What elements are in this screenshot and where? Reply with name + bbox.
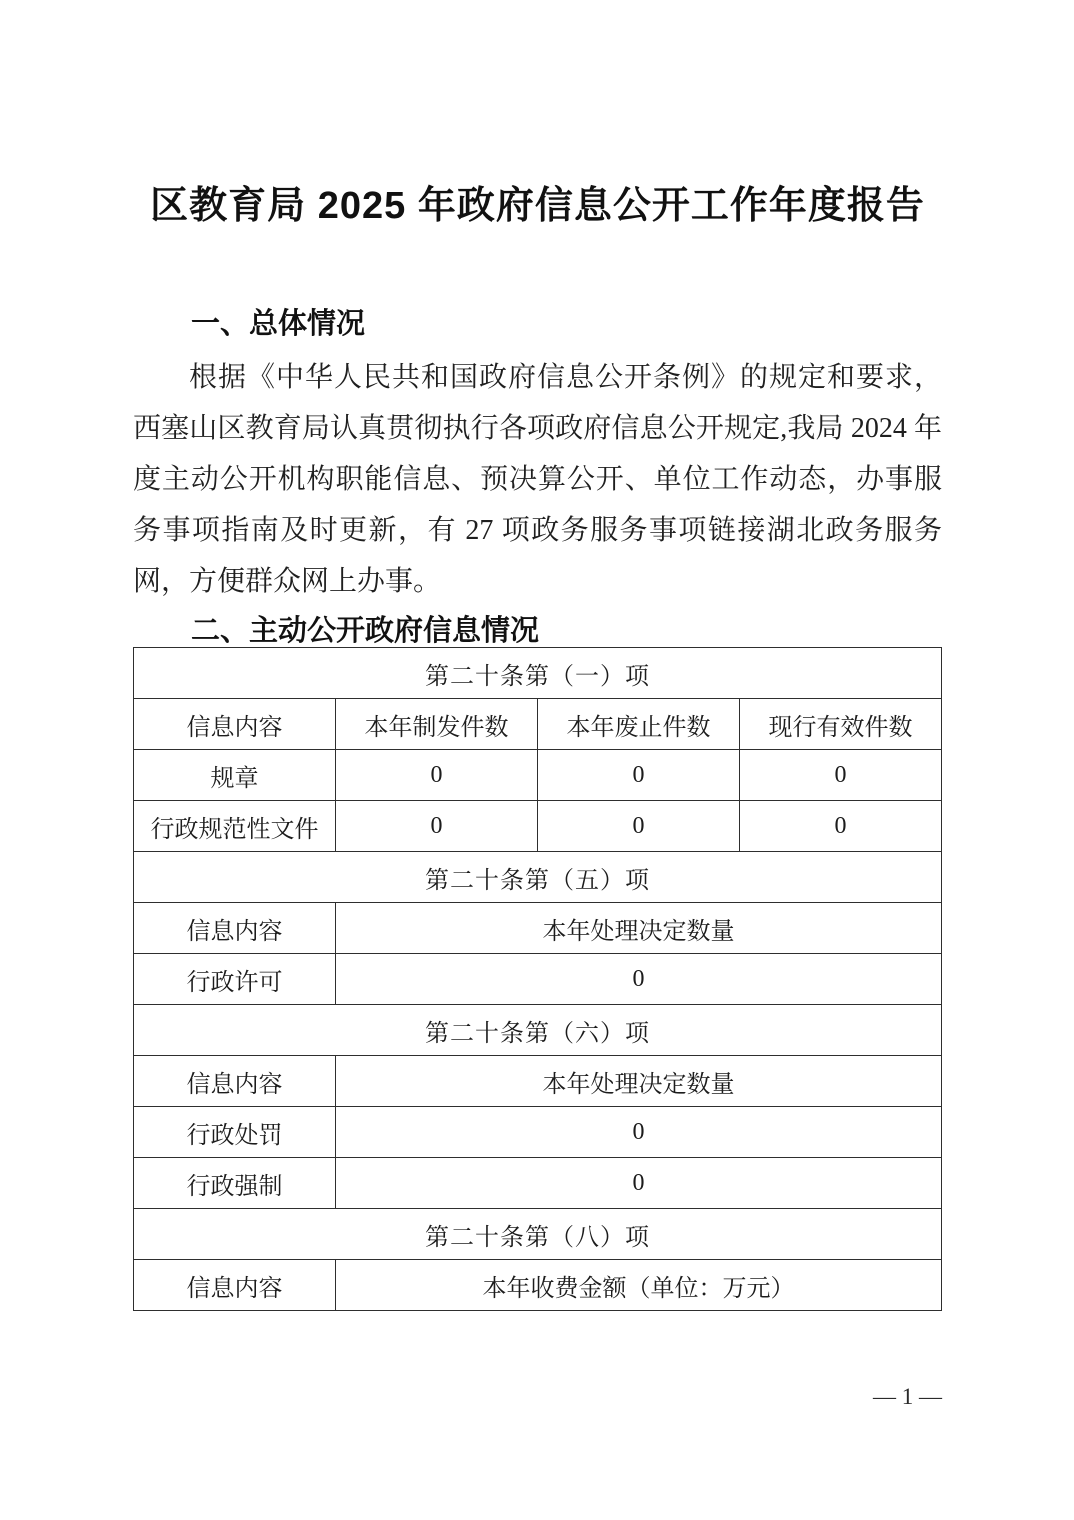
- overview-paragraph: 根据《中华人民共和国政府信息公开条例》的规定和要求，西塞山区教育局认真贯彻执行各项政府信息公开规定,我局 2024 年度主动公开机构职能信息、预决算公开、单位工作动态，办事服务事项指南及时更新，有 27 项政务服务事项链接湖北政务服务网，方便群众网上办事。: [133, 362, 942, 597]
- table-cell: 行政强制: [134, 1158, 336, 1209]
- table-section-cell: 第二十条第（六）项: [134, 1005, 942, 1056]
- table-section-cell: 第二十条第（八）项: [134, 1209, 942, 1260]
- table-cell: 0: [740, 750, 942, 801]
- table-cell: 规章: [134, 750, 336, 801]
- section-heading-overview: 一、总体情况: [191, 308, 366, 340]
- table-cell: 0: [336, 1158, 942, 1209]
- table-cell: 0: [336, 954, 942, 1005]
- table-cell: 信息内容: [134, 1056, 336, 1107]
- table-row: [134, 852, 942, 903]
- table-cell: 行政处罚: [134, 1107, 336, 1158]
- table-row: [134, 699, 942, 750]
- table-cell: 本年废止件数: [538, 699, 740, 750]
- table-cell: 信息内容: [134, 903, 336, 954]
- table-row: [134, 750, 942, 801]
- section-heading-disclosure: 二、主动公开政府信息情况: [191, 615, 540, 647]
- document-title: 区教育局 2025 年政府信息公开工作年度报告: [150, 185, 925, 227]
- table-row: [134, 648, 942, 699]
- disclosure-table-body: [134, 648, 942, 1311]
- table-row: [134, 1005, 942, 1056]
- table-cell: 本年处理决定数量: [336, 903, 942, 954]
- table-cell: 0: [336, 1107, 942, 1158]
- table-cell: 0: [336, 750, 538, 801]
- table-row: [134, 903, 942, 954]
- table-row: [134, 801, 942, 852]
- page-number: — 1 —: [873, 1384, 942, 1409]
- table-cell: 本年制发件数: [336, 699, 538, 750]
- table-row: [134, 1260, 942, 1311]
- table-section-cell: 第二十条第（五）项: [134, 852, 942, 903]
- table-cell: 信息内容: [134, 1260, 336, 1311]
- table-row: [134, 1107, 942, 1158]
- table-cell: 本年处理决定数量: [336, 1056, 942, 1107]
- table-row: [134, 1158, 942, 1209]
- table-row: [134, 1056, 942, 1107]
- table-cell: 行政许可: [134, 954, 336, 1005]
- table-cell: 本年收费金额（单位：万元）: [336, 1260, 942, 1311]
- table-cell: 0: [538, 750, 740, 801]
- table-cell: 行政规范性文件: [134, 801, 336, 852]
- table-section-cell: 第二十条第（一）项: [134, 648, 942, 699]
- table-cell: 0: [538, 801, 740, 852]
- disclosure-statistics-table: [133, 647, 942, 1311]
- table-cell: 现行有效件数: [740, 699, 942, 750]
- table-row: [134, 954, 942, 1005]
- table-cell: 0: [336, 801, 538, 852]
- table-row: [134, 1209, 942, 1260]
- table-cell: 信息内容: [134, 699, 336, 750]
- document-content: [133, 0, 942, 1311]
- table-cell: 0: [740, 801, 942, 852]
